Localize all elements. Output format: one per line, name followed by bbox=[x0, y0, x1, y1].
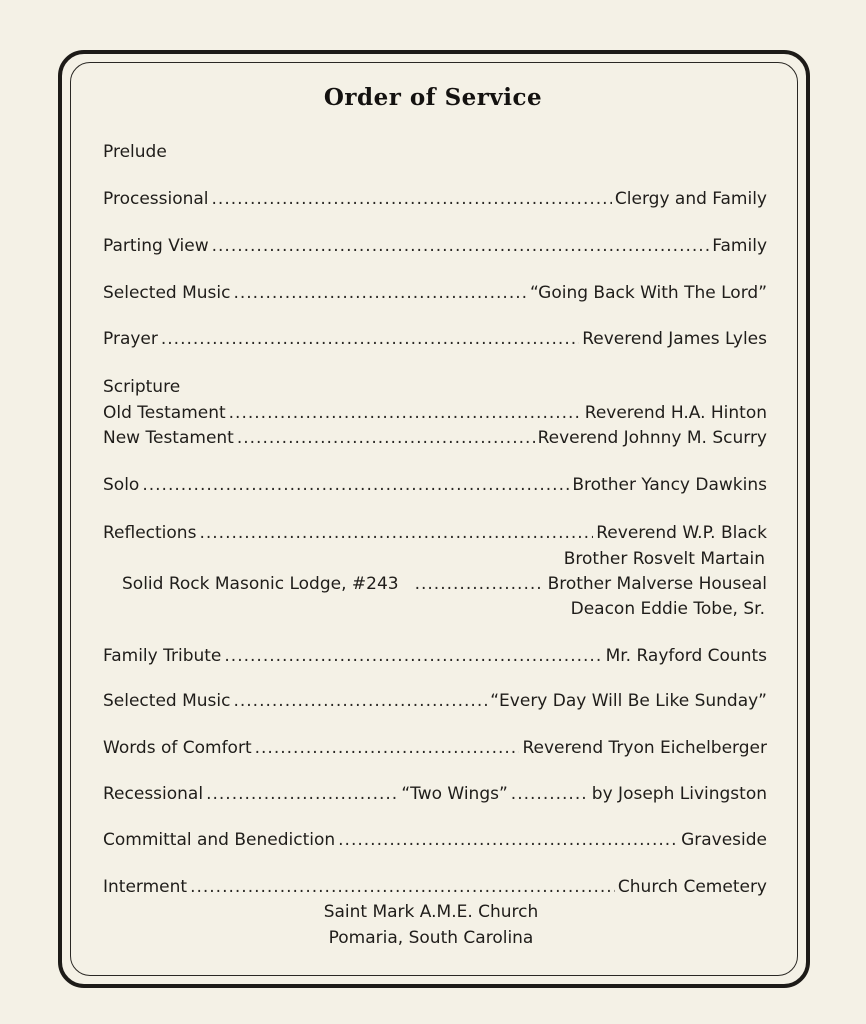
new-testament-label: New Testament bbox=[103, 428, 234, 448]
scripture-label: Scripture bbox=[103, 377, 181, 397]
dot-leader bbox=[212, 186, 612, 212]
old-testament-label: Old Testament bbox=[103, 403, 226, 423]
recessional-song: “Two Wings” bbox=[401, 784, 508, 804]
reflections-row bbox=[103, 520, 767, 546]
committal-row bbox=[103, 827, 767, 853]
church-location: Pomaria, South Carolina bbox=[328, 928, 534, 948]
dot-leader bbox=[190, 874, 615, 900]
parting-view-label: Parting View bbox=[103, 236, 209, 256]
dot-leader bbox=[199, 520, 593, 546]
committal-value: Graveside bbox=[681, 830, 767, 850]
dot-leader bbox=[233, 280, 527, 306]
words-of-comfort-value: Reverend Tryon Eichelberger bbox=[522, 738, 767, 758]
reflections-label: Reflections bbox=[103, 523, 197, 543]
dot-leader bbox=[237, 425, 535, 451]
old-testament-row bbox=[103, 400, 767, 426]
selected-music-2-row bbox=[103, 688, 767, 714]
family-tribute-label: Family Tribute bbox=[103, 646, 222, 666]
selected-music-2-label: Selected Music bbox=[103, 691, 231, 711]
new-testament-value: Reverend Johnny M. Scurry bbox=[537, 428, 767, 448]
recessional-value: by Joseph Livingston bbox=[591, 784, 767, 804]
selected-music-1-row bbox=[103, 280, 767, 306]
words-of-comfort-label: Words of Comfort bbox=[103, 738, 252, 758]
parting-view-row bbox=[103, 233, 767, 259]
processional-row bbox=[103, 186, 767, 212]
processional-value: Clergy and Family bbox=[614, 189, 767, 209]
solo-label: Solo bbox=[103, 475, 140, 495]
prelude-label: Prelude bbox=[103, 142, 167, 162]
dot-leader bbox=[142, 472, 569, 498]
parting-view-value: Family bbox=[712, 236, 767, 256]
solo-row bbox=[103, 472, 767, 498]
recessional-label: Recessional bbox=[103, 784, 204, 804]
processional-label: Processional bbox=[103, 189, 209, 209]
prayer-value: Reverend James Lyles bbox=[582, 329, 767, 349]
dot-leader bbox=[206, 781, 398, 807]
dot-leader bbox=[224, 643, 602, 669]
solo-value: Brother Yancy Dawkins bbox=[572, 475, 767, 495]
dot-leader bbox=[415, 571, 540, 597]
dot-leader bbox=[161, 326, 579, 352]
old-testament-value: Reverend H.A. Hinton bbox=[584, 403, 767, 423]
reflections-speaker-2: Brother Rosvelt Martain bbox=[563, 549, 765, 569]
dot-leader bbox=[511, 781, 589, 807]
prayer-label: Prayer bbox=[103, 329, 158, 349]
reflections-value: Reverend W.P. Black bbox=[596, 523, 767, 543]
dot-leader bbox=[255, 735, 520, 761]
interment-value: Church Cemetery bbox=[617, 877, 767, 897]
words-of-comfort-row bbox=[103, 735, 767, 761]
dot-leader bbox=[229, 400, 582, 426]
family-tribute-value: Mr. Rayford Counts bbox=[605, 646, 767, 666]
selected-music-1-value: “Going Back With The Lord” bbox=[529, 283, 767, 303]
lodge-row bbox=[122, 571, 767, 597]
reflections-speaker-4: Deacon Eddie Tobe, Sr. bbox=[570, 599, 765, 619]
selected-music-2-value: “Every Day Will Be Like Sunday” bbox=[490, 691, 767, 711]
page-title: Order of Service bbox=[323, 84, 543, 111]
church-name: Saint Mark A.M.E. Church bbox=[323, 902, 539, 922]
prayer-row bbox=[103, 326, 767, 352]
new-testament-row bbox=[103, 425, 767, 451]
interment-label: Interment bbox=[103, 877, 188, 897]
committal-label: Committal and Benediction bbox=[103, 830, 336, 850]
dot-leader bbox=[212, 233, 710, 259]
lodge-label: Solid Rock Masonic Lodge, #243 bbox=[122, 574, 399, 594]
recessional-row bbox=[103, 781, 767, 807]
selected-music-1-label: Selected Music bbox=[103, 283, 231, 303]
interment-row bbox=[103, 874, 767, 900]
dot-leader bbox=[233, 688, 487, 714]
lodge-value: Brother Malverse Houseal bbox=[547, 574, 767, 594]
dot-leader bbox=[338, 827, 678, 853]
family-tribute-row bbox=[103, 643, 767, 669]
